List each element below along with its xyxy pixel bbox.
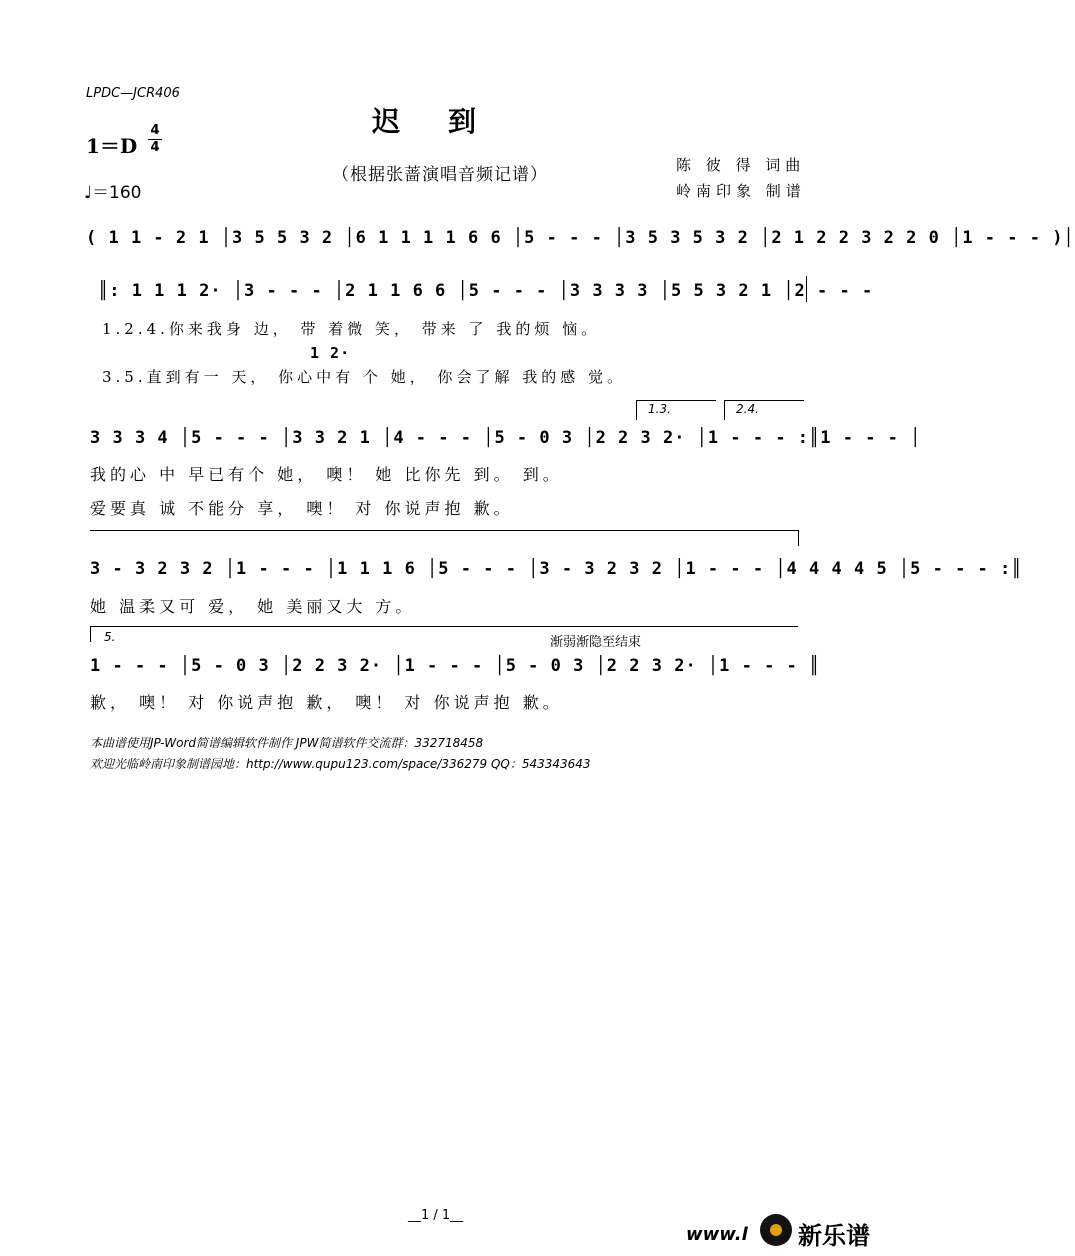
verse-volta-notes: 1 2·	[310, 344, 351, 362]
footer-software-note: 本曲谱使用JP-Word简谱编辑软件制作 JPW简谱软件交流群：332718458	[90, 736, 484, 750]
volta-bracket-5-edge	[90, 626, 91, 642]
watermark-logo	[760, 1214, 880, 1250]
barline	[806, 276, 807, 302]
time-signature-bottom: 4	[150, 140, 160, 155]
watermark-brand: 新乐谱	[798, 1222, 870, 1250]
page-number: __1 / 1__	[408, 1208, 464, 1223]
footer-site-note: 欢迎光临岭南印象制谱园地：http://www.qupu123.com/space/336279 QQ：543343643	[90, 757, 591, 771]
verse-lyric-line-1: 1.2.4.你来我身 边， 带 着微 笑， 带来 了 我的烦 恼。	[102, 320, 601, 338]
score-code: LPDC—JCR406	[86, 86, 180, 101]
bridge-lyric: 她 温柔又可 爱， 她 美丽又大 方。	[90, 597, 416, 616]
vinyl-record-icon	[760, 1214, 792, 1246]
volta-bracket-2-edge	[724, 400, 725, 420]
arranger-credit: 岭南印象 制谱	[676, 182, 806, 200]
volta-label-5: 5.	[104, 630, 116, 644]
tempo-marking	[84, 178, 141, 203]
volta-bracket-2	[724, 400, 804, 401]
verse-notes-row: ║: 1 1 1 2· │3 - - - │2 1 1 6 6 │5 - - - │3 3 3 3 │5 5 3 2 1 │2 - - -	[98, 281, 874, 301]
volta-bracket-row4-edge	[798, 530, 799, 546]
chorus-lyric-line-2: 爱要真 诚 不能分 享， 噢！ 对 你说声抱 歉。	[90, 499, 514, 518]
ending-lyric: 歉， 噢！ 对 你说声抱 歉， 噢！ 对 你说声抱 歉。	[90, 693, 563, 712]
time-signature-top: 4	[150, 123, 160, 138]
bridge-notes-row: 3 - 3 2 3 2 │1 - - - │1 1 1 6 │5 - - - │3 - 3 2 3 2 │1 - - - │4 4 4 4 5 │5 - - - :║	[90, 559, 1023, 579]
volta-bracket-row4	[90, 530, 798, 531]
volta-bracket-1	[636, 400, 716, 401]
dynamics-marking: 渐弱渐隐至结束	[550, 635, 642, 650]
volta-bracket-1-edge	[636, 400, 637, 420]
song-title: 迟到	[372, 105, 525, 138]
volta-bracket-5	[90, 626, 798, 627]
chorus-lyric-line-1: 我的心 中 早已有个 她， 噢！ 她 比你先 到。 到。	[90, 465, 563, 484]
composer-credit: 陈 彼 得 词曲	[676, 156, 806, 174]
watermark-url: www.l	[686, 1224, 748, 1245]
ending-notes-row: 1 - - - │5 - 0 3 │2 2 3 2· │1 - - - │5 - 0 3 │2 2 3 2· │1 - - - ║	[90, 656, 821, 676]
volta-label-2: 2.4.	[736, 402, 759, 416]
time-signature	[148, 124, 162, 155]
song-subtitle: （根据张蔷演唱音频记谱）	[332, 165, 548, 185]
intro-notes-row: ( 1 1 - 2 1 │3 5 5 3 2 │6 1 1 1 1 6 6 │5 - - - │3 5 3 5 3 2 │2 1 2 2 3 2 2 0 │1 - - - )│	[86, 228, 1075, 248]
key-signature: 1＝D	[86, 134, 138, 158]
volta-label-1: 1.3.	[648, 402, 671, 416]
quarter-note-icon: ♩	[84, 183, 93, 203]
verse-lyric-line-2: 3.5.直到有一 天， 你心中有 个 她， 你会了解 我的感 觉。	[102, 368, 627, 386]
chorus-notes-row: 3 3 3 4 │5 - - - │3 3 2 1 │4 - - - │5 - 0 3 │2 2 3 2· │1 - - - :║1 - - - │	[90, 428, 922, 448]
tempo-value: ＝160	[92, 183, 142, 203]
